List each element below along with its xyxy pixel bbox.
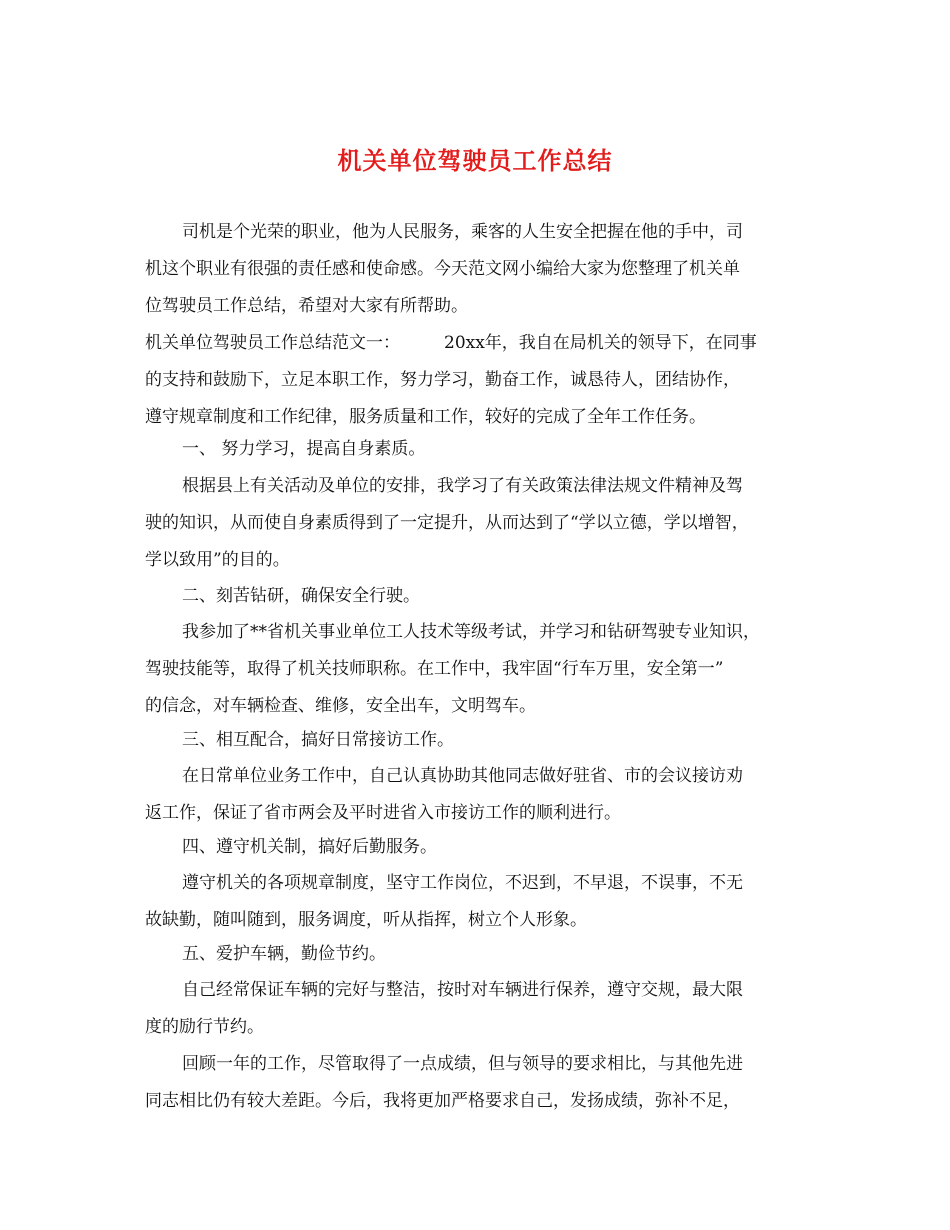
text-line: 的支持和鼓励下，立足本职工作，努力学习，勤奋工作，诚恳待人，团结协作， xyxy=(145,370,740,390)
text-line: 在日常单位业务工作中，自己认真协助其他同志做好驻省、市的会议接访劝 xyxy=(182,766,743,786)
text-line: 驾驶技能等，取得了机关技师职称。在工作中，我牢固“行车万里，安全第一” xyxy=(145,659,724,679)
text-line: 遵守规章制度和工作纪律，服务质量和工作，较好的完成了全年工作任务。 xyxy=(145,407,706,427)
section-heading: 三、相互配合，搞好日常接访工作。 xyxy=(182,730,454,750)
text-line: 位驾驶员工作总结，希望对大家有所帮助。 xyxy=(145,296,468,316)
text-line-composite xyxy=(145,325,807,362)
text-line: 驶的知识，从而使自身素质得到了一定提升，从而达到了“学以立德，学以增智， xyxy=(145,513,749,533)
text-line: 遵守机关的各项规章制度，坚守工作岗位，不迟到，不早退，不误事，不无 xyxy=(182,873,743,893)
document-title: 机关单位驾驶员工作总结 xyxy=(337,147,613,175)
text-line: 机这个职业有很强的责任感和使命感。今天范文网小编给大家为您整理了机关单 xyxy=(145,259,740,279)
section-heading: 五、爱护车辆，勤俭节约。 xyxy=(182,944,386,964)
text-segment: 20xx年，我自在局机关的领导下，在同事 xyxy=(444,333,757,353)
text-line: 司机是个光荣的职业，他为人民服务，乘客的人生安全把握在他的手中，司 xyxy=(182,222,743,242)
text-line: 的信念，对车辆检查、维修，安全出车，文明驾车。 xyxy=(145,696,536,716)
text-line: 自己经常保证车辆的完好与整洁，按时对车辆进行保养，遵守交规，最大限 xyxy=(182,980,743,1000)
text-line: 回顾一年的工作，尽管取得了一点成绩，但与领导的要求相比，与其他先进 xyxy=(182,1054,743,1074)
sample-heading: 机关单位驾驶员工作总结范文一： xyxy=(145,333,400,353)
section-heading: 二、刻苦钻研，确保安全行驶。 xyxy=(182,586,420,606)
section-heading: 四、遵守机关制，搞好后勤服务。 xyxy=(182,837,437,857)
text-line: 我参加了**省机关事业单位工人技术等级考试，并学习和钻研驾驶专业知识， xyxy=(182,622,760,642)
text-line: 返工作，保证了省市两会及平时进省入市接访工作的顺利进行。 xyxy=(145,803,621,823)
text-line: 度的励行节约。 xyxy=(145,1017,264,1037)
section-heading: 一、 努力学习，提高自身素质。 xyxy=(182,439,426,459)
text-line: 故缺勤，随叫随到，服务调度，听从指挥，树立个人形象。 xyxy=(145,910,587,930)
text-line: 根据县上有关活动及单位的安排，我学习了有关政策法律法规文件精神及驾 xyxy=(182,476,743,496)
text-line: 学以致用”的目的。 xyxy=(145,550,290,570)
text-line: 同志相比仍有较大差距。今后，我将更加严格要求自己，发扬成绩，弥补不足， xyxy=(145,1091,740,1111)
